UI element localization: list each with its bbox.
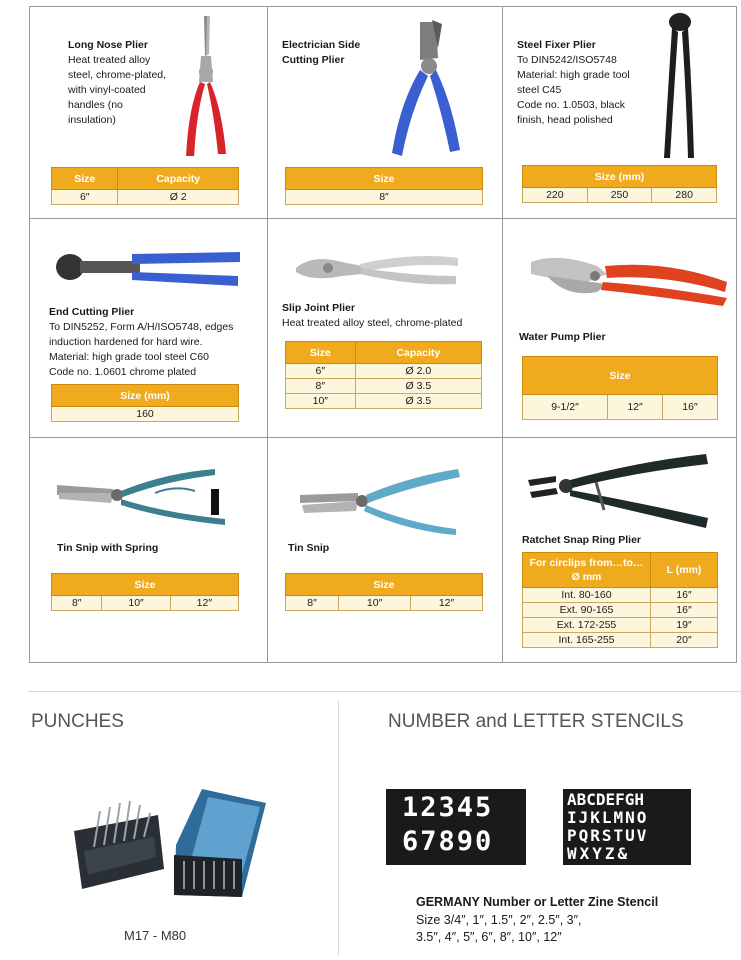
section-divider (28, 691, 741, 692)
punches-caption: M17 - M80 (124, 928, 187, 943)
water-pump-plier-table: Size 9-1/2″ 12″ 16″ (522, 356, 718, 420)
number-stencil-image: 12345 67890 (386, 789, 526, 865)
water-pump-plier-title: Water Pump Plier (519, 331, 606, 343)
end-cutting-plier-table: Size (mm) 160 (51, 384, 239, 422)
slip-joint-plier-table: Size Capacity 6″ Ø 2.0 8″ Ø 3.5 10″ Ø 3.5 (285, 341, 482, 409)
long-nose-plier-image (180, 14, 232, 156)
ratchet-snap-ring-plier-table: For circlips from…to… Ø mm L (mm) Int. 80-160 16″ Ext. 90-165 16″ Ext. 172-255 19″ Int. 165-255 20″ (522, 552, 718, 648)
tin-snip-image (298, 465, 463, 535)
end-cutting-plier-image (52, 248, 242, 290)
stencil-product-title: GERMANY Number or Letter Zine Stencil (416, 895, 659, 909)
water-pump-plier-image (527, 252, 732, 307)
electrician-plier-table: Size 8″ (285, 167, 483, 205)
steel-fixer-plier-title: Steel Fixer Plier (517, 39, 596, 51)
tin-snip-spring-title: Tin Snip with Spring (57, 542, 159, 554)
steel-fixer-plier-image (660, 10, 700, 160)
end-cutting-plier-desc: To DIN5252, Form A/H/ISO5748, edges induction hardened for hard wire. Material: high grade tool steel C60 Code no. 1.0601 chrome plated (49, 321, 234, 378)
steel-fixer-plier-table: Size (mm) 220 250 280 (522, 165, 717, 203)
punches-heading: PUNCHES (31, 711, 124, 732)
electrician-plier-title: Electrician Side Cutting Plier (282, 39, 361, 66)
slip-joint-plier-title: Slip Joint Plier (282, 302, 355, 314)
column-divider (338, 700, 339, 955)
stencils-heading: NUMBER and LETTER STENCILS (388, 711, 684, 732)
slip-joint-plier-desc: Heat treated alloy steel, chrome-plated (282, 317, 463, 329)
ratchet-snap-ring-plier-image (526, 448, 711, 528)
end-cutting-plier-title: End Cutting Plier (49, 306, 135, 318)
stencil-sizes: Size 3/4″, 1″, 1.5″, 2″, 2.5″, 3″, 3.5″, 4″, 5″, 6″, 8″, 10″, 12″ (416, 913, 582, 944)
steel-fixer-plier-desc: To DIN5242/ISO5748 Material: high grade tool steel C45 Code no. 1.0503, black finish, head polished (517, 54, 630, 126)
long-nose-plier-table: Size Capacity 6″ Ø 2 (51, 167, 239, 205)
electrician-plier-image (380, 18, 470, 158)
slip-joint-plier-image (292, 250, 462, 290)
tin-snip-table: Size 8″ 10″ 12″ (285, 573, 483, 611)
long-nose-plier-title: Long Nose Plier (68, 39, 148, 51)
tin-snip-spring-image (55, 463, 230, 525)
punches-image (70, 785, 270, 910)
long-nose-plier-desc: Heat treated alloy steel, chrome-plated, with vinyl-coated handles (no insulation) (68, 54, 167, 126)
letter-stencil-image: ABCDEFGH IJKLMNO PQRSTUV WXYZ& (563, 789, 691, 865)
tin-snip-title: Tin Snip (288, 542, 330, 554)
tin-snip-spring-table: Size 8″ 10″ 12″ (51, 573, 239, 611)
ratchet-snap-ring-plier-title: Ratchet Snap Ring Plier (522, 534, 642, 546)
